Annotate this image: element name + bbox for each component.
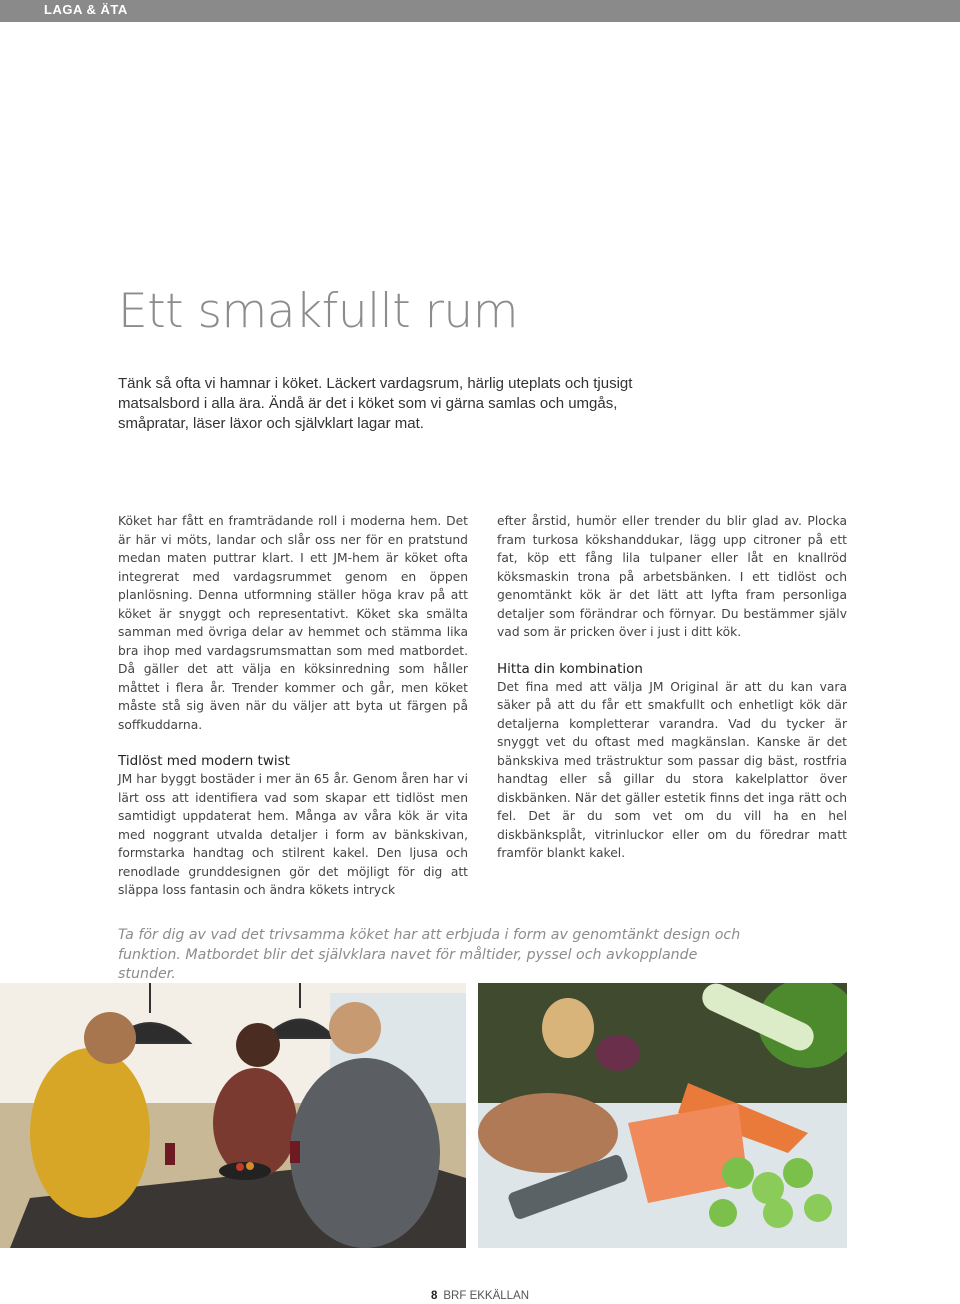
photo-caption: Ta för dig av vad det trivsamma köket har att erbjuda i form av genomtänkt design och funktion. Matbordet blir det självklara navet för måltider, pyssel och avkopplande stunder.	[118, 927, 741, 982]
right-column	[497, 512, 847, 863]
body-paragraph: Det fina med att välja JM Original är att du kan vara säker på att du får ett smakfullt och enhetligt kök där detaljerna kompletterar varandra. Vad du tycker är snyggt vet du oftast med magkänslan. Kanske är det bänkskiva med trästruktur som passar dig bäst, rostfria handtag eller så gillar du stora kakelplattor över diskbänken. När det gäller estetik finns det inga rätt och fel. Det är du som vet om du vill ha en hel diskbänksplåt, vitrinluckor eller om du föredrar matt framför blankt kakel.	[497, 679, 847, 860]
dining-table-photo	[0, 983, 466, 1248]
body-paragraph: efter årstid, humör eller trender du blir glad av. Plocka fram turkosa kökshanddukar, lägg upp citroner på ett fat, köp ett fång lila tulpaner eller låt en knallröd köksmaskin trona på arbetsbänken. I ett tidlöst och genomtänkt kök är det lätt att lyfta fram personliga detaljer som förändrar och förnyar. Du bestämmer själv vad som är pricken över i just i ditt kök.	[497, 514, 847, 639]
publication-name: BRF EKKÄLLAN	[443, 1290, 530, 1302]
body-paragraph: JM har byggt bostäder i mer än 65 år. Genom åren har vi lärt oss att identifiera vad som skapar ett tidlöst men samtidigt uppdaterat hem. Många av våra kök är vita med noggrant utvalda detaljer i form av bänkskivan, formstarka handtag och stilrent kakel. Den ljusa och renodlade grunddesignen gör det möjligt för dig att släppa loss fantasin och ändra kökets intryck	[118, 772, 468, 897]
body-paragraph: Köket har fått en framträdande roll i moderna hem. Det är här vi möts, landar och slår oss ner för en pratstund medan maten puttrar klart. I ett JM-hem är köket ofta integrerat med vardagsrummet genom en öppen planlösning. Denna utformning ställer höga krav på att köket är snyggt och representativt. Köket ska smälta samman med övriga delar av hemmet och stämma lika bra ihop med vardagsrumsmattan som med matbordet. Då gäller det att välja en köksinredning som håller måttet i flera år. Trender kommer och går, men köket måste stå sig även när du väljer att byta ut färgen på soffkuddarna.	[118, 514, 468, 732]
dining-table-illustration	[0, 983, 466, 1248]
food-preparation-photo	[478, 983, 847, 1248]
food-preparation-illustration	[478, 983, 847, 1248]
section-label: LAGA & ÄTA	[44, 2, 128, 17]
article-lead: Tänk så ofta vi hamnar i köket. Läckert vardagsrum, härlig uteplats och tjusigt matsalsbord i alla ära. Ändå är det i köket som vi gärna samlas och umgås, småpratar, läser läxor och självklart lagar mat.	[118, 375, 633, 432]
left-column	[118, 512, 468, 900]
page-number: 8	[430, 1290, 438, 1302]
page-footer	[0, 1290, 960, 1302]
subheading-kombination: Hitta din kombination	[497, 660, 643, 677]
section-header-bar	[0, 0, 960, 22]
article-title: Ett smakfullt rum	[118, 284, 518, 339]
subheading-tidlost: Tidlöst med modern twist	[118, 753, 290, 769]
